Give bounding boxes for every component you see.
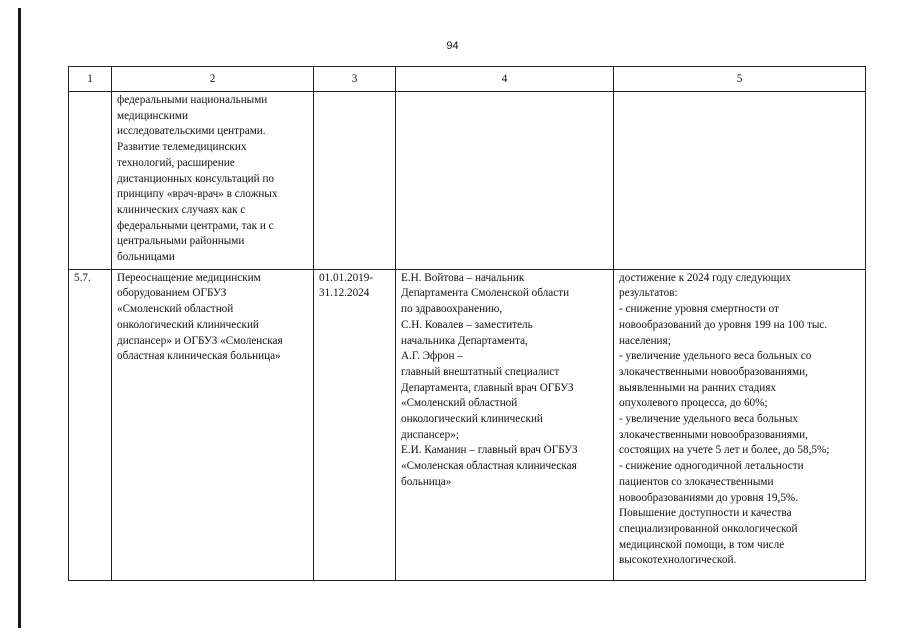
- row-number-cell: [69, 92, 112, 270]
- results-cell: достижение к 2024 году следующих результатов: - снижение уровня смертности от новообразований до уровня 199 на 100 тыс. населения; - увеличение удельного веса больных со злокачественными новообразованиями, выявленными на ранних стадиях опухолевого процесса, до 60%; - увеличение удельного веса больных злокачественными новообразованиями, состоящих на учете 5 лет и более, до 58,5%; - снижение одногодичной летальности пациентов со злокачественными новообразованиями до уровня 19,5%. Повышение доступности и качества специализированной онкологической медицинской помощи, в том числе высокотехнологической.: [614, 269, 866, 580]
- column-header-2: 2: [112, 67, 314, 92]
- scan-edge-bar: [18, 8, 21, 628]
- table-row: [69, 269, 866, 580]
- plan-table: [68, 66, 866, 581]
- dates-cell: [314, 92, 396, 270]
- measure-cell: Переоснащение медицинским оборудованием ОГБУЗ «Смоленский областной онкологический клинический диспансер» и ОГБУЗ «Смоленская областная клиническая больница»: [112, 269, 314, 580]
- dates-cell: 01.01.2019- 31.12.2024: [314, 269, 396, 580]
- measure-cell: федеральными национальными медицинскими исследовательскими центрами. Развитие телемедицинских технологий, расширение дистанционных консультаций по принципу «врач-врач» в сложных клинических случаях как с федеральными центрами, так и с центральными районными больницами: [112, 92, 314, 270]
- table-header-row: [69, 67, 866, 92]
- table-row: [69, 92, 866, 270]
- results-cell: [614, 92, 866, 270]
- column-header-4: 4: [396, 67, 614, 92]
- column-header-3: 3: [314, 67, 396, 92]
- row-number-cell: 5.7.: [69, 269, 112, 580]
- responsible-cell: Е.Н. Войтова – начальник Департамента Смоленской области по здравоохранению, С.Н. Ковалев – заместитель начальника Департамента, А.Г. Эфрон – главный внештатный специалист Департамента, главный врач ОГБУЗ «Смоленский областной онкологический клинический диспансер»; Е.И. Каманин – главный врач ОГБУЗ «Смоленская областная клиническая больница»: [396, 269, 614, 580]
- page-number: 94: [446, 40, 459, 52]
- responsible-cell: [396, 92, 614, 270]
- column-header-5: 5: [614, 67, 866, 92]
- column-header-1: 1: [69, 67, 112, 92]
